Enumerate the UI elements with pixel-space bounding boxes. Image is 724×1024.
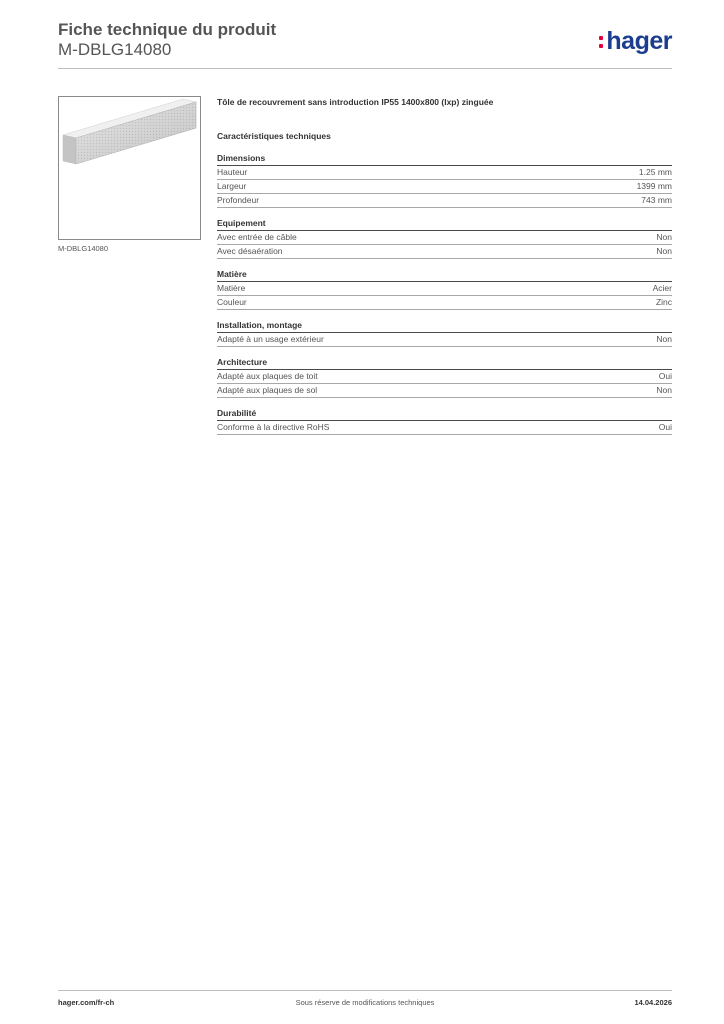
- page-footer: [58, 998, 672, 1010]
- logo-wordmark: hager: [606, 27, 672, 55]
- spec-row: [217, 421, 672, 435]
- spec-row: [217, 296, 672, 310]
- tech-specs-title: Caractéristiques techniques: [217, 131, 331, 141]
- spec-row: [217, 166, 672, 180]
- hager-logo: [599, 28, 672, 54]
- spec-value: Oui: [658, 371, 672, 381]
- spec-value: 743 mm: [641, 195, 672, 205]
- spec-label: Avec désaération: [217, 246, 283, 256]
- spec-group-installation: [217, 319, 672, 347]
- header-divider: [58, 68, 672, 69]
- spec-row: [217, 282, 672, 296]
- spec-value: 1.25 mm: [638, 167, 672, 177]
- product-image: [58, 96, 201, 240]
- spec-label: Profondeur: [217, 195, 260, 205]
- spec-value: Non: [656, 246, 672, 256]
- spec-value: Non: [656, 385, 672, 395]
- spec-value: 1399 mm: [636, 181, 672, 191]
- spec-label: Couleur: [217, 297, 247, 307]
- spec-content: [217, 96, 672, 444]
- spec-row: [217, 245, 672, 259]
- spec-label: Hauteur: [217, 167, 248, 177]
- spec-group-material: [217, 268, 672, 310]
- spec-label: Conforme à la directive RoHS: [217, 422, 330, 432]
- group-title: Architecture: [217, 356, 672, 370]
- spec-group-sustainability: [217, 407, 672, 435]
- spec-value: Oui: [658, 422, 672, 432]
- spec-group-architecture: [217, 356, 672, 398]
- group-title: Installation, montage: [217, 319, 672, 333]
- product-reference: M-DBLG14080: [58, 40, 172, 59]
- footer-website-link[interactable]: hager.com/fr-ch: [58, 998, 115, 1007]
- spec-label: Largeur: [217, 181, 247, 191]
- spec-label: Adapté aux plaques de sol: [217, 385, 318, 395]
- group-title: Durabilité: [217, 407, 672, 421]
- spec-label: Adapté à un usage extérieur: [217, 334, 324, 344]
- page-header: [58, 20, 672, 70]
- spec-row: [217, 231, 672, 245]
- group-title: Dimensions: [217, 152, 672, 166]
- spec-row: [217, 333, 672, 347]
- spec-row: [217, 370, 672, 384]
- product-description: Tôle de recouvrement sans introduction IP55 1400x800 (lxp) zinguée: [217, 97, 494, 107]
- spec-value: Acier: [652, 283, 672, 293]
- spec-value: Non: [656, 334, 672, 344]
- spec-label: Matière: [217, 283, 246, 293]
- footer-disclaimer: Sous réserve de modifications techniques: [295, 998, 435, 1007]
- footer-date: 14.04.2026: [634, 998, 672, 1007]
- spec-label: Adapté aux plaques de toit: [217, 371, 318, 381]
- spec-row: [217, 180, 672, 194]
- cover-plate-icon: [59, 97, 200, 239]
- spec-group-equipment: [217, 217, 672, 259]
- footer-divider: [58, 990, 672, 991]
- image-caption: M-DBLG14080: [58, 244, 109, 253]
- spec-row: [217, 384, 672, 398]
- spec-group-dimensions: [217, 152, 672, 208]
- document-title: Fiche technique du produit: [58, 20, 277, 39]
- logo-dots-icon: [599, 36, 603, 48]
- spec-value: Zinc: [655, 297, 672, 307]
- group-title: Matière: [217, 268, 672, 282]
- group-title: Equipement: [217, 217, 672, 231]
- spec-value: Non: [656, 232, 672, 242]
- spec-label: Avec entrée de câble: [217, 232, 297, 242]
- spec-row: [217, 194, 672, 208]
